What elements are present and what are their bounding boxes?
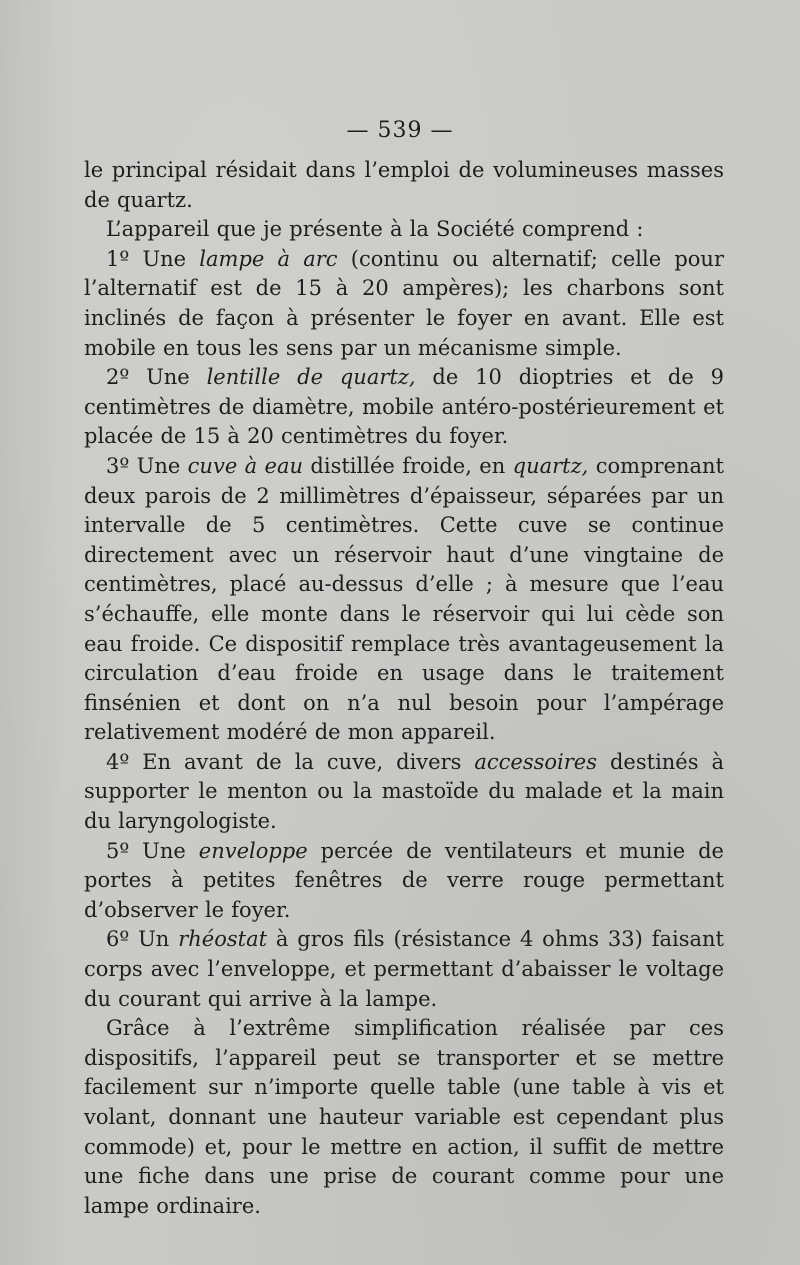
text-run: 6º Un (106, 927, 179, 952)
text-run: L’appareil que je présente à la Société comprend : (106, 217, 644, 242)
paragraph-item-2-lentille (84, 363, 724, 452)
italic-term: quartz, (512, 453, 589, 478)
text-run: 5º Une (106, 838, 199, 863)
italic-term: rhéostat (178, 927, 268, 952)
text-run: le principal résidait dans l’emploi de volumineuses masses de quartz. (84, 158, 724, 212)
italic-term: accessoires (474, 749, 598, 774)
text-run: à gros fils (résistance 4 ohms 33) faisant corps avec l’enveloppe, et permettant d’abaisser le voltage du courant qui arrive à la lampe. (84, 927, 724, 1011)
text-run: (continu ou alternatif; celle pour l’alternatif est de 15 à 20 ampères); les charbons sont inclinés de façon à présenter le foyer en avant. Elle est mobile en tous les sens par un mécanisme simple. (84, 246, 724, 360)
paragraph-conclusion (84, 1014, 724, 1221)
text-run: 4º En avant de la cuve, divers (106, 749, 475, 774)
text-run: destinés à supporter le menton ou la mastoïde du malade et la main du laryngologiste. (84, 749, 725, 834)
text-run: Grâce à l’extrême simplification réalisée par ces dispositifs, l’appareil peut se transporter et se mettre facilement sur n’importe quelle table (une table à vis et volant, donnant une hauteur variable est cependant plus commode) et, pour le mettre en action, il suffit de mettre une fiche dans une prise de courant comme pour une lampe ordinaire. (84, 1016, 724, 1218)
italic-term: lentille de quartz, (206, 365, 416, 390)
paragraph-item-1-lampe (84, 245, 724, 363)
italic-term: cuve à eau (187, 453, 304, 478)
text-run: 3º Une (106, 453, 188, 478)
text-run: percée de ventilateurs et munie de portes à petites fenêtres de verre rouge permettant d’observer le foyer. (84, 838, 724, 922)
page-number: — 539 — (346, 118, 454, 143)
paragraph-item-6-rheostat (84, 925, 724, 1014)
text-run: comprenant deux parois de 2 millimètres d’épaisseur, séparées par un intervalle de 5 centimètres. Cette cuve se continue directement avec un réservoir haut d’une vingtaine de centimètres, placé au-dessus d’elle ; à mesure que l’eau s’échauffe, elle monte dans le réservoir qui lui cède son eau froide. Ce dispositif remplace très avantageusement la circulation d’eau froide en usage dans le traitement finsénien et dont on n’a nul besoin pour l’ampérage relativement modéré de mon appareil. (84, 453, 725, 745)
text-run: de 10 dioptries et de 9 centimètres de diamètre, mobile antéro-postérieurement et placée de 15 à 20 centimètres du foyer. (84, 365, 724, 449)
text-run: distillée froide, en (303, 453, 513, 478)
paragraph-item-3-cuve (84, 452, 724, 748)
paragraph-intro (84, 215, 724, 245)
paragraph-item-5-enveloppe (84, 837, 724, 926)
paragraph-item-4-accessoires (84, 748, 724, 837)
paragraph-continued (84, 156, 724, 215)
text-body (84, 156, 724, 1221)
text-run: 1º Une (106, 246, 200, 271)
text-run: 2º Une (106, 365, 207, 390)
italic-term: lampe à arc (199, 246, 338, 271)
page-edge-shadow (0, 0, 70, 1265)
italic-term: enveloppe (198, 838, 308, 863)
